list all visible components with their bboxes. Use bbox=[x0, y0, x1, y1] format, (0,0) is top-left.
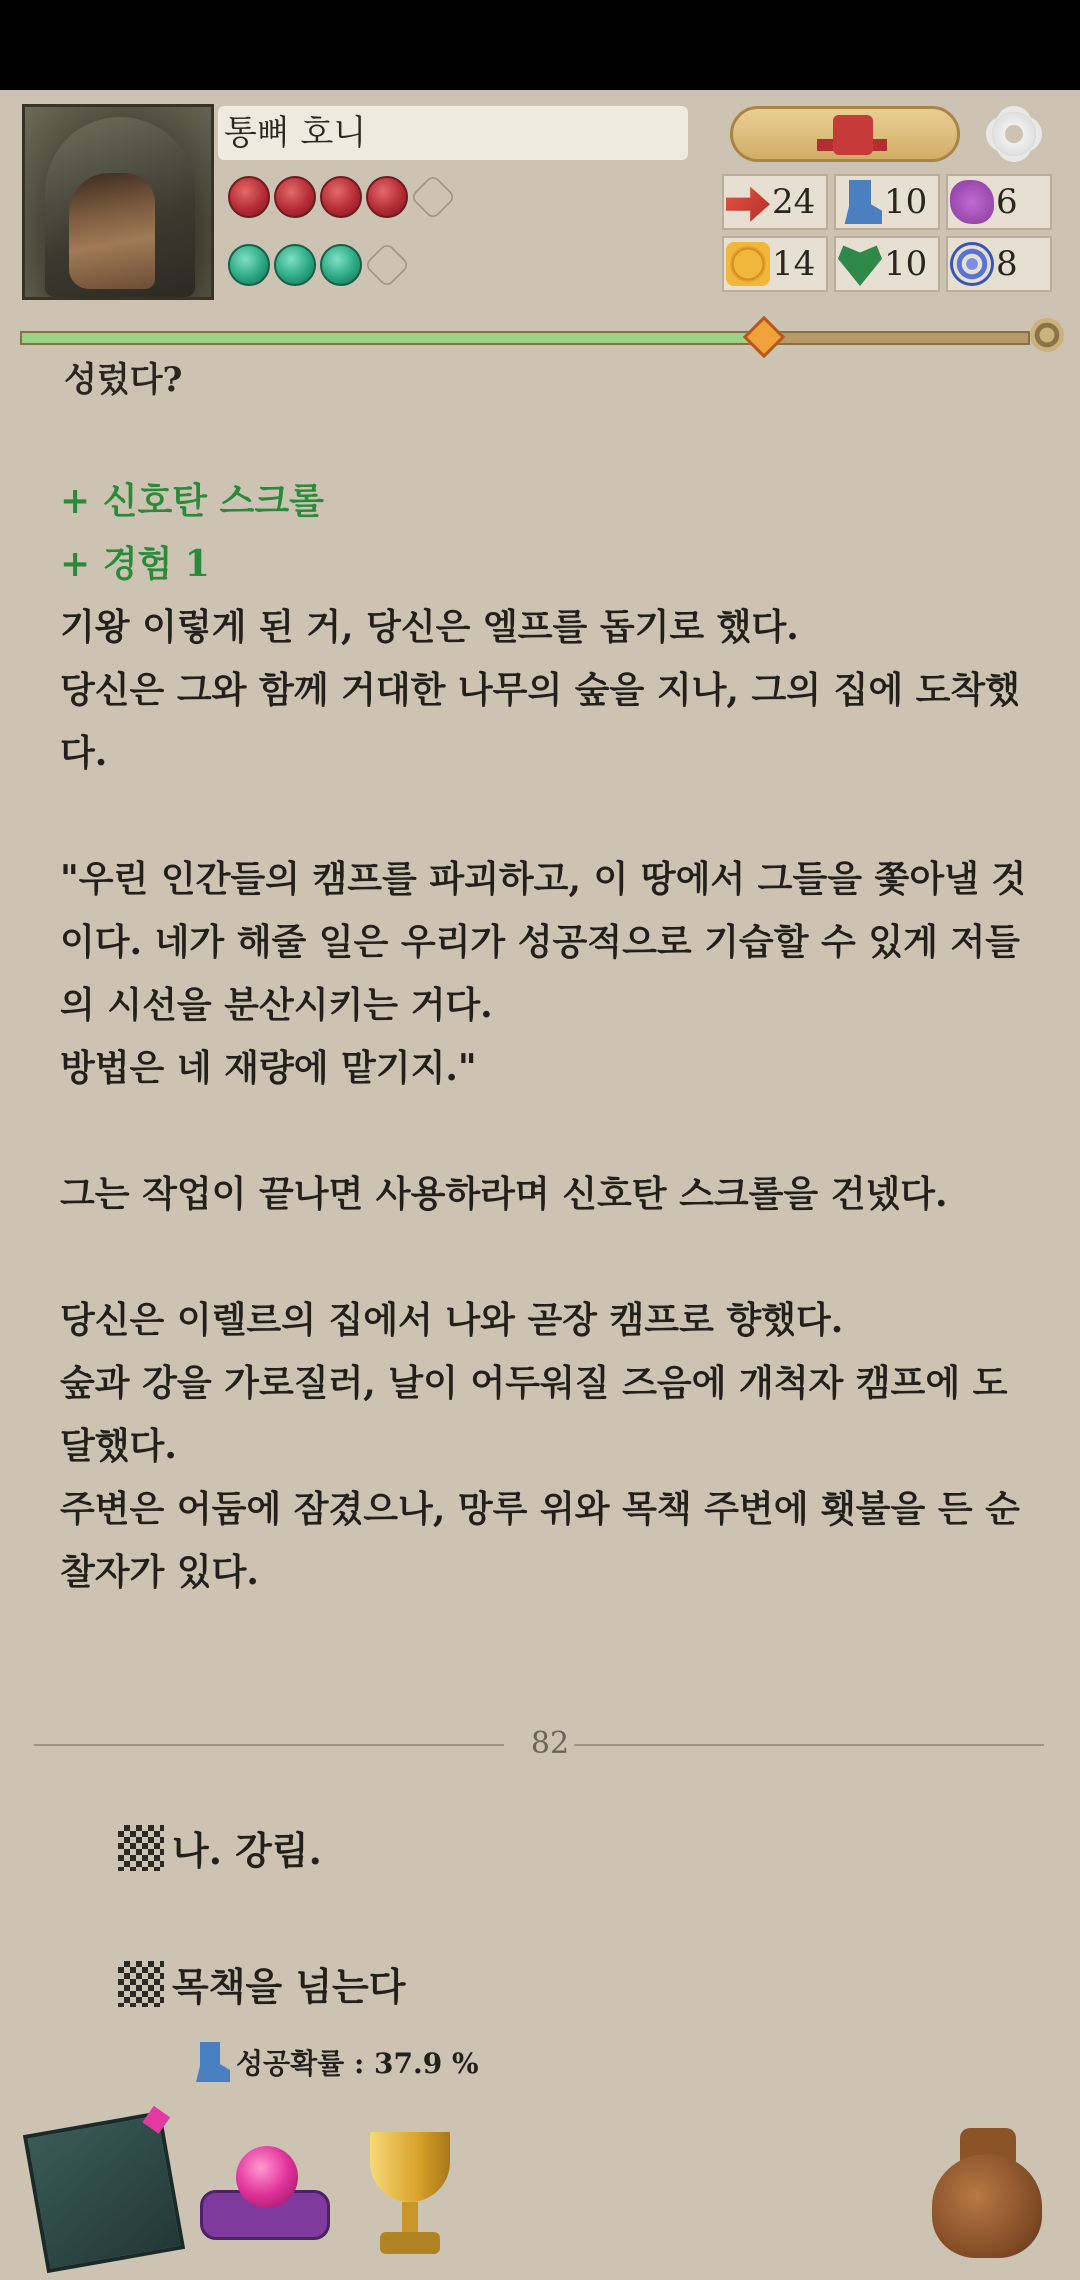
choice-option[interactable] bbox=[118, 1820, 322, 1875]
story-paragraph: 당신은 이렐르의 집에서 나와 곧장 캠프로 향했다. bbox=[60, 1299, 844, 1341]
mana-orb-filled bbox=[274, 244, 316, 286]
health-orbs bbox=[228, 176, 454, 228]
spellbook-icon[interactable] bbox=[23, 2111, 185, 2273]
bag-body bbox=[932, 2154, 1042, 2258]
health-orb-filled bbox=[320, 176, 362, 218]
mana-orb-filled bbox=[320, 244, 362, 286]
stat-strength-value: 24 bbox=[772, 182, 816, 222]
mana-orbs bbox=[228, 244, 408, 296]
trophy-stem bbox=[402, 2202, 418, 2232]
story-cut-line: 성렀다? bbox=[64, 360, 183, 400]
health-orb-filled bbox=[274, 176, 316, 218]
agility-boot-icon bbox=[838, 180, 882, 224]
story-paragraph: 주변은 어둠에 잠겼으나, 망루 위와 목책 주변에 횃불을 든 순찰자가 있다. bbox=[60, 1488, 1020, 1593]
experience-progress-bar bbox=[20, 322, 1060, 352]
stat-agility-value: 10 bbox=[884, 182, 928, 222]
story-text bbox=[60, 470, 1030, 1604]
stats-panel bbox=[722, 174, 1052, 292]
stat-intelligence-value: 6 bbox=[996, 182, 1018, 222]
target-icon bbox=[950, 242, 994, 286]
stat-gold[interactable] bbox=[722, 236, 828, 292]
choice-label: 목책을 넘는다 bbox=[172, 1964, 406, 2009]
probability-label: 성공확률 : 37.9 % bbox=[236, 2047, 479, 2080]
progress-fill bbox=[22, 333, 766, 343]
stat-agility[interactable] bbox=[834, 174, 940, 230]
choice-checker-icon bbox=[118, 1825, 164, 1871]
page-number: 82 bbox=[530, 1726, 570, 1761]
story-paragraph: 방법은 네 재량에 맡기지." bbox=[60, 1047, 477, 1089]
stat-intelligence[interactable] bbox=[946, 174, 1052, 230]
strength-arrow-icon bbox=[726, 180, 770, 224]
reward-line: + 경험 1 bbox=[60, 543, 210, 585]
bottom-toolbar bbox=[0, 2110, 1080, 2280]
trophy-base bbox=[380, 2232, 440, 2254]
divider-line-left bbox=[34, 1744, 504, 1746]
stat-heart[interactable] bbox=[834, 236, 940, 292]
status-bar bbox=[0, 0, 1080, 90]
story-paragraph: 숲과 강을 가로질러, 날이 어두워질 즈음에 개척자 캠프에 도달했다. bbox=[60, 1362, 1008, 1467]
story-paragraph: 당신은 그와 함께 거대한 나무의 숲을 지나, 그의 집에 도착했다. bbox=[60, 669, 1020, 774]
settings-button[interactable] bbox=[984, 104, 1044, 164]
quest-scroll-button[interactable] bbox=[730, 106, 960, 162]
choice-checker-icon bbox=[118, 1961, 164, 2007]
story-paragraph: 기왕 이렇게 된 거, 당신은 엘프를 돕기로 했다. bbox=[60, 606, 799, 648]
character-name: 통뼈 호니 bbox=[218, 106, 688, 160]
reward-line: + 신호탄 스크롤 bbox=[60, 480, 324, 522]
inventory-bag-icon[interactable] bbox=[926, 2120, 1046, 2260]
stat-target-value: 8 bbox=[996, 244, 1018, 284]
story-paragraph: "우린 인간들의 캠프를 파괴하고, 이 땅에서 그들을 쫓아낼 것이다. 네가 해줄 일은 우리가 성공적으로 기습할 수 있게 저들의 시선을 분산시키는 거다. bbox=[60, 858, 1027, 1026]
health-orb-filled bbox=[228, 176, 270, 218]
crystal-orb bbox=[236, 2146, 298, 2208]
heart-icon bbox=[838, 242, 882, 286]
progress-marker-icon bbox=[743, 316, 785, 358]
stat-heart-value: 10 bbox=[884, 244, 928, 284]
mana-orb-empty bbox=[364, 242, 410, 288]
gold-coin-icon bbox=[726, 242, 770, 286]
stat-target[interactable] bbox=[946, 236, 1052, 292]
trophy-cup bbox=[370, 2132, 450, 2202]
page-divider bbox=[34, 1724, 1044, 1764]
health-orb-empty bbox=[410, 174, 456, 220]
character-portrait[interactable] bbox=[22, 104, 214, 300]
progress-end-gear-icon bbox=[1030, 318, 1064, 352]
story-spacer bbox=[60, 1100, 1030, 1163]
scroll-seal-icon bbox=[833, 115, 873, 155]
stat-gold-value: 14 bbox=[772, 244, 816, 284]
gear-icon bbox=[992, 112, 1036, 156]
agility-boot-icon bbox=[190, 2042, 230, 2082]
notification-gem-icon bbox=[142, 2106, 170, 2134]
success-probability bbox=[190, 2042, 479, 2082]
story-paragraph: 그는 작업이 끝나면 사용하라며 신호탄 스크롤을 건넸다. bbox=[60, 1173, 948, 1215]
choice-label: 나. 강림. bbox=[172, 1828, 322, 1873]
stat-strength[interactable] bbox=[722, 174, 828, 230]
trophy-icon[interactable] bbox=[350, 2126, 470, 2266]
portrait-face bbox=[69, 173, 155, 289]
mana-orb-filled bbox=[228, 244, 270, 286]
health-orb-filled bbox=[366, 176, 408, 218]
choice-option[interactable] bbox=[118, 1956, 405, 2011]
crystal-ball-icon[interactable] bbox=[200, 2140, 330, 2250]
divider-line-right bbox=[574, 1744, 1044, 1746]
story-spacer bbox=[60, 785, 1030, 848]
story-spacer bbox=[60, 1226, 1030, 1289]
intelligence-brain-icon bbox=[950, 180, 994, 224]
